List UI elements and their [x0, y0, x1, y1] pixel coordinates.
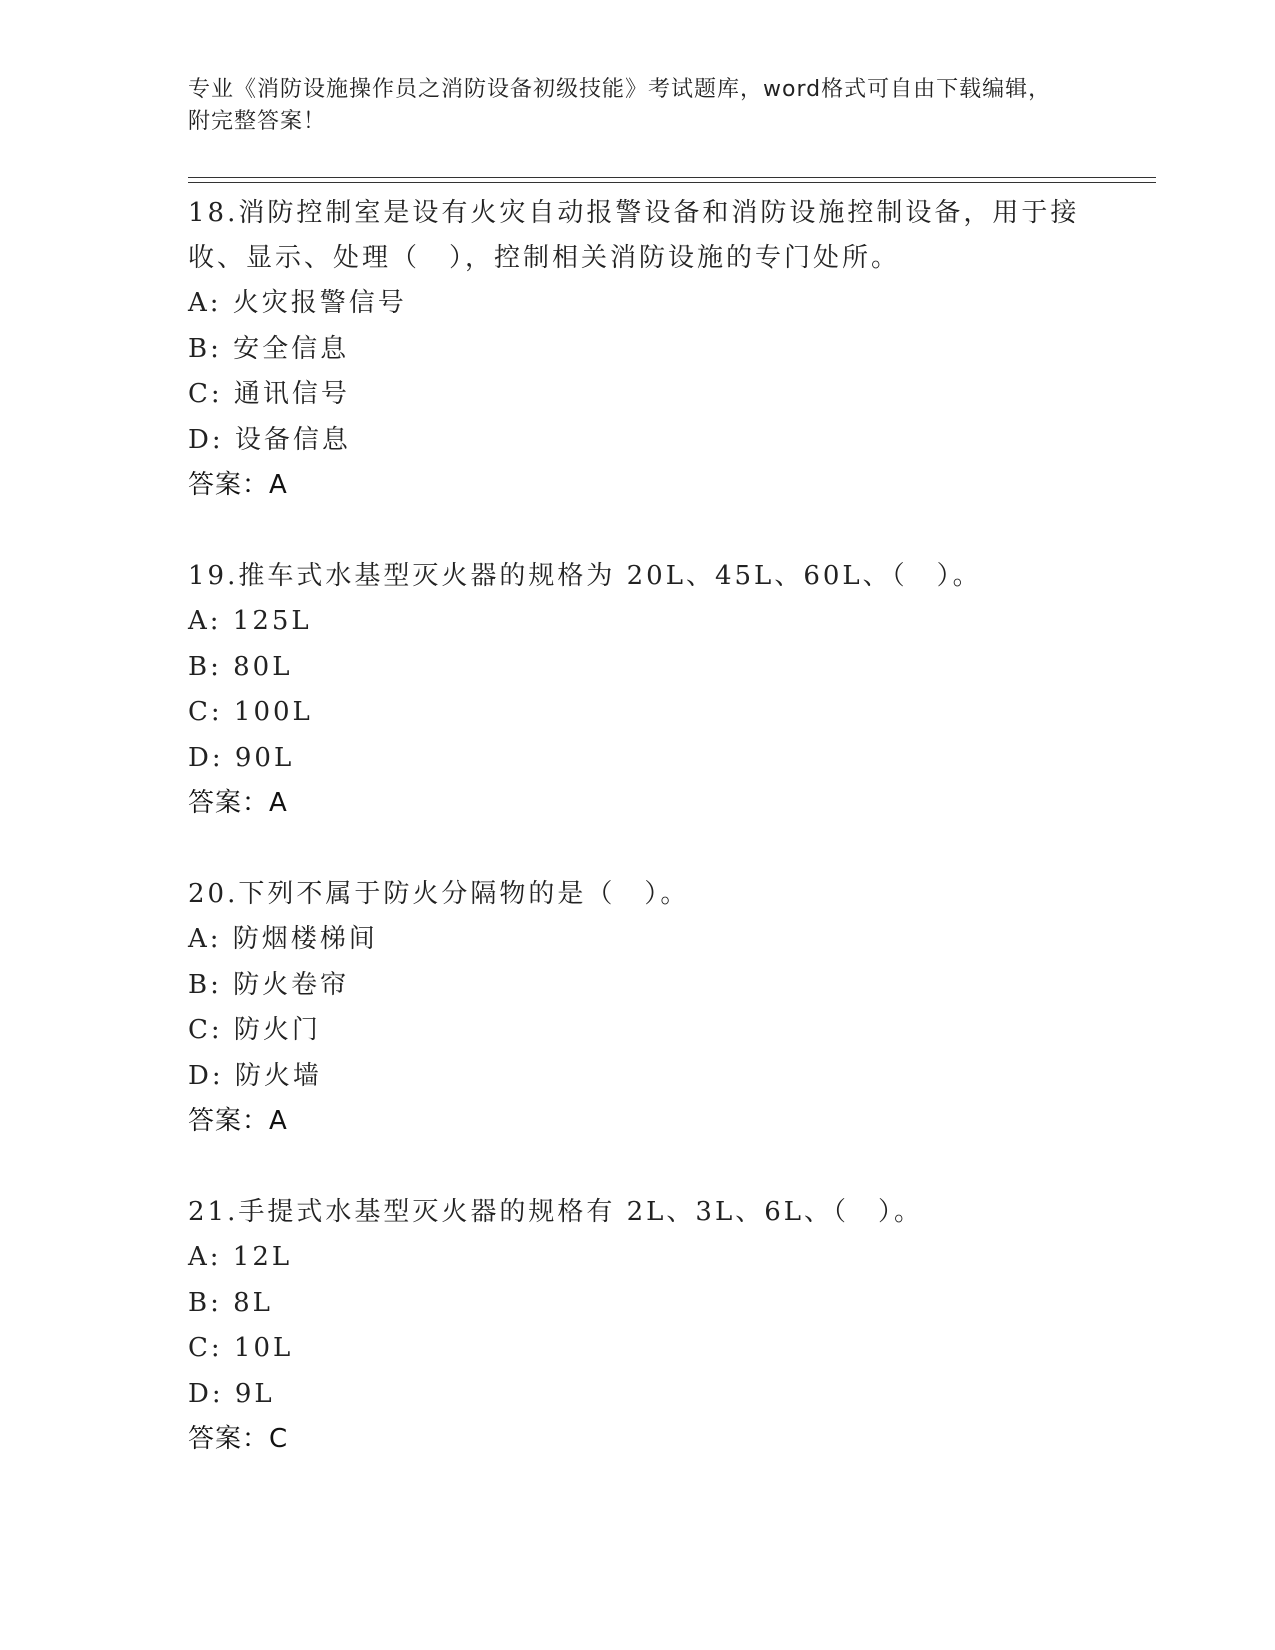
option-b: B: 防火卷帘 [188, 969, 350, 1000]
option-d: D: 90L [188, 742, 295, 773]
option-d: D: 9L [188, 1378, 275, 1409]
option-a: A: 12L [188, 1242, 293, 1272]
question-stem: 20.下列不属于防火分隔物的是（ ）。 [188, 879, 690, 909]
option-d: D: 设备信息 [188, 424, 351, 455]
answer-line: 答案：C [188, 1424, 289, 1454]
question-stem: 18.消防控制室是设有火灾自动报警设备和消防设施控制设备，用于接收、显示、处理（ ），控制相关消防设施的专门处所。 [188, 198, 1080, 273]
question-18 [188, 191, 1088, 508]
question-20 [188, 872, 1088, 1144]
answer-line: 答案：A [188, 1106, 288, 1136]
header-divider-top [188, 177, 1156, 178]
document-header: 专业《消防设施操作员之消防设备初级技能》考试题库，word格式可自由下载编辑，附完整答案！ [188, 77, 1052, 134]
question-stem: 19.推车式水基型灭火器的规格为 20L、45L、60L、（ ）。 [188, 561, 982, 591]
answer-line: 答案：A [188, 788, 288, 818]
option-c: C: 通讯信号 [188, 379, 350, 409]
option-c: C: 10L [188, 1333, 294, 1363]
question-21 [188, 1190, 1088, 1462]
question-list [188, 191, 1088, 1508]
question-stem: 21.手提式水基型灭火器的规格有 2L、3L、6L、（ ）。 [188, 1197, 924, 1227]
question-19 [188, 554, 1088, 826]
option-c: C: 100L [188, 697, 313, 727]
option-c: C: 防火门 [188, 1015, 321, 1045]
header-divider-bottom [188, 182, 1156, 183]
option-a: A: 125L [188, 606, 312, 636]
option-a: A: 火灾报警信号 [188, 288, 407, 318]
option-b: B: 安全信息 [188, 333, 350, 364]
option-a: A: 防烟楼梯间 [188, 924, 378, 954]
option-b: B: 8L [188, 1287, 273, 1318]
answer-line: 答案：A [188, 470, 288, 500]
option-d: D: 防火墙 [188, 1060, 322, 1091]
option-b: B: 80L [188, 651, 293, 682]
